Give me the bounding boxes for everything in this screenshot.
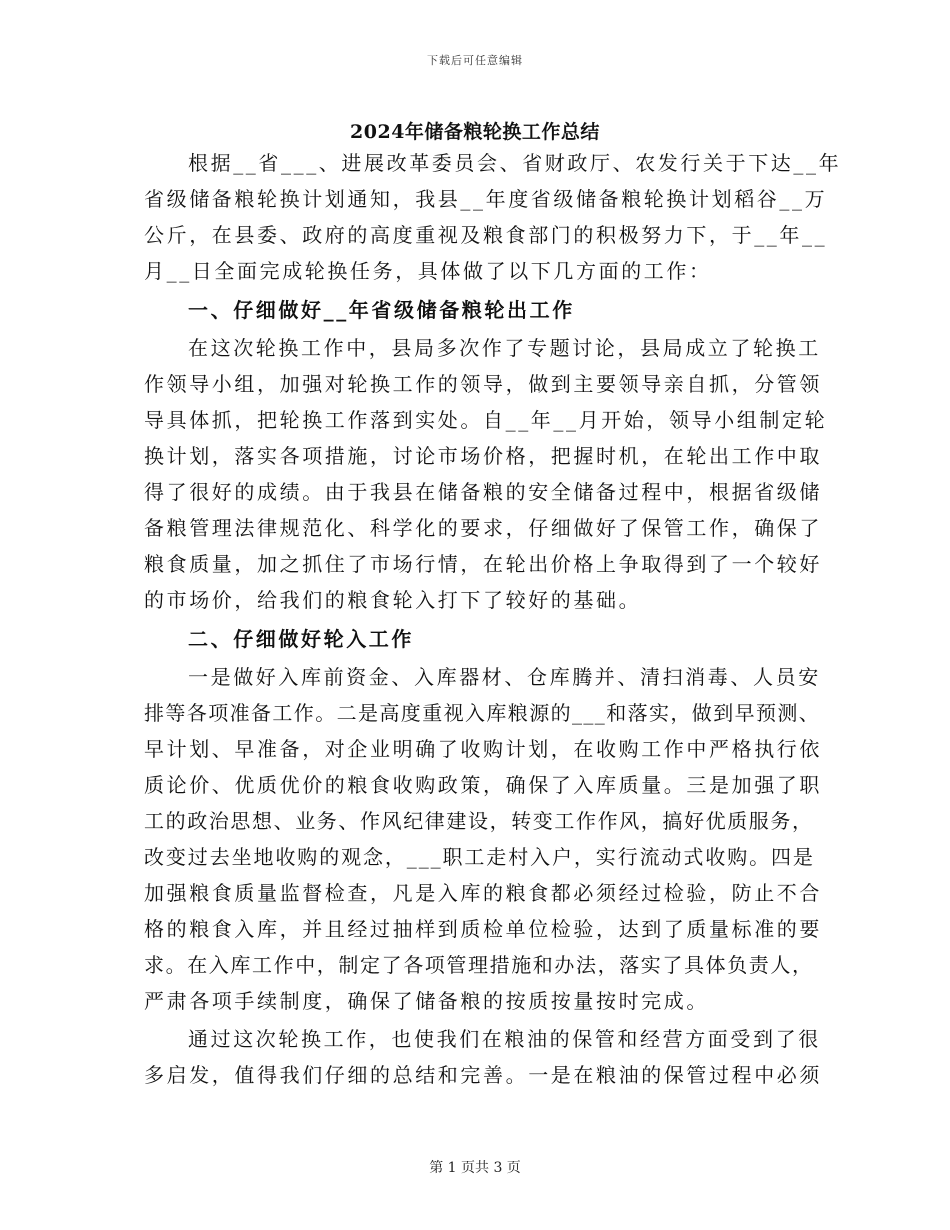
paragraph-line: 在这次轮换工作中，县局多次作了专题讨论，县局成立了轮换工 [188,336,821,360]
paragraph-line: 得了很好的成绩。由于我县在储备粮的安全储备过程中，根据省级储 [144,480,822,504]
page-footer: 第 1 页共 3 页 [429,1160,521,1176]
paragraph-line: 改变过去坐地收购的观念，___职工走村入户，实行流动式收购。四是 [144,845,815,869]
paragraph-line: 导具体抓，把轮换工作落到实处。自__年__月开始，领导小组制定轮 [144,408,828,432]
paragraph-line: 换计划，落实各项措施，讨论市场价格，把握时机，在轮出工作中取 [144,444,822,468]
paragraph-line: 省级储备粮轮换计划通知，我县__年度省级储备粮轮换计划稻谷__万 [144,187,828,211]
section-heading: 一、仔细做好__年省级储备粮轮出工作 [188,298,575,322]
paragraph-line: 格的粮食入库，并且经过抽样到质检单位检验，达到了质量标准的要 [144,917,822,941]
paragraph-line: 一是做好入库前资金、入库器材、仓库腾并、清扫消毒、人员安 [188,665,821,689]
paragraph-line: 工的政治思想、业务、作风纪律建设，转变工作作风，搞好优质服务， [144,809,814,833]
paragraph-line: 求。在入库工作中，制定了各项管理措施和办法，落实了具体负责人， [144,953,814,977]
paragraph-line: 根据__省___、进展改革委员会、省财政厅、农发行关于下达__年 [188,151,842,175]
paragraph-line: 备粮管理法律规范化、科学化的要求，仔细做好了保管工作，确保了 [144,516,822,540]
paragraph-line: 加强粮食质量监督检查，凡是入库的粮食都必须经过检验，防止不合 [144,881,822,905]
page-header: 下载后可任意编辑 [427,54,523,67]
paragraph-line: 质论价、优质优价的粮食收购政策，确保了入库质量。三是加强了职 [144,773,822,797]
paragraph-line: 月__日全面完成轮换任务，具体做了以下几方面的工作： [144,259,712,283]
paragraph-line: 多启发，值得我们仔细的总结和完善。一是在粮油的保管过程中必须 [144,1063,822,1087]
paragraph-line: 严肃各项手续制度，确保了储备粮的按质按量按时完成。 [144,989,709,1013]
paragraph-line: 的市场价，给我们的粮食轮入打下了较好的基础。 [144,588,642,612]
paragraph-line: 早计划、早准备，对企业明确了收购计划，在收购工作中严格执行依 [144,737,822,761]
paragraph-line: 通过这次轮换工作，也使我们在粮油的保管和经营方面受到了很 [188,1027,821,1051]
section-heading: 二、仔细做好轮入工作 [188,627,414,651]
paragraph-line: 排等各项准备工作。二是高度重视入库粮源的___和落实，做到早预测、 [144,701,821,725]
paragraph-line: 作领导小组，加强对轮换工作的领导，做到主要领导亲自抓，分管领 [144,372,822,396]
paragraph-line: 公斤，在县委、政府的高度重视及粮食部门的积极努力下，于__年__ [144,223,828,247]
document-title: 2024年储备粮轮换工作总结 [350,121,600,143]
paragraph-line: 粮食质量，加之抓住了市场行情，在轮出价格上争取得到了一个较好 [144,552,822,576]
